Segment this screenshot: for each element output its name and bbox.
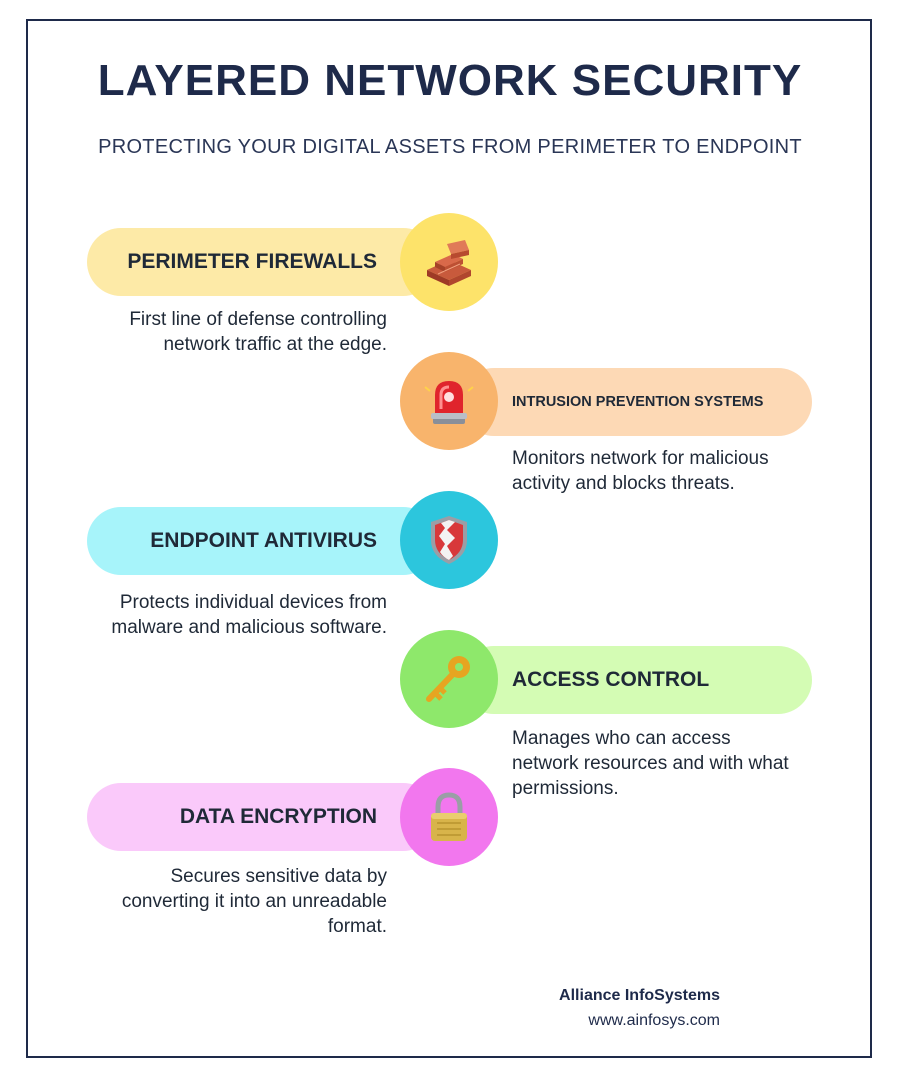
layer-perimeter-firewalls-description: First line of defense controlling network traffic at the edge. <box>129 309 387 355</box>
layer-label: DATA ENCRYPTION <box>179 805 377 828</box>
layer-label: INTRUSION PREVENTION SYSTEMS <box>512 394 764 410</box>
key-icon <box>421 651 477 707</box>
layer-label: ACCESS CONTROL <box>512 668 710 691</box>
layer-label: PERIMETER FIREWALLS <box>127 250 377 273</box>
layer-data-encryption-description: Secures sensitive data by converting it into an unreadable format. <box>121 866 387 937</box>
company-url[interactable]: www.ainfosys.com <box>588 1012 720 1029</box>
company-name: Alliance InfoSystems <box>559 987 720 1004</box>
layer-label: ENDPOINT ANTIVIRUS <box>150 529 377 552</box>
layer-intrusion-prevention-pill <box>460 368 812 436</box>
bricks-icon <box>421 234 477 290</box>
layer-access-control-pill <box>460 646 812 714</box>
layer-endpoint-antivirus-description: Protects individual devices from malware and malicious software. <box>111 592 387 638</box>
layer-endpoint-antivirus-pill <box>87 507 437 575</box>
layer-data-encryption-pill <box>87 783 437 851</box>
page-subtitle: PROTECTING YOUR DIGITAL ASSETS FROM PERIMETER TO ENDPOINT <box>98 136 802 158</box>
layer-access-control-description: Manages who can access network resources and with what permissions. <box>512 728 789 799</box>
padlock-icon <box>421 789 477 845</box>
layer-endpoint-antivirus-badge <box>400 491 498 589</box>
layer-intrusion-prevention-description: Monitors network for malicious activity and blocks threats. <box>512 448 769 494</box>
siren-icon <box>421 373 477 429</box>
page-title: LAYERED NETWORK SECURITY <box>97 56 803 105</box>
shield-icon <box>421 512 477 568</box>
layer-intrusion-prevention-badge <box>400 352 498 450</box>
layer-access-control-badge <box>400 630 498 728</box>
layer-data-encryption-badge <box>400 768 498 866</box>
layer-perimeter-firewalls-badge <box>400 213 498 311</box>
layer-perimeter-firewalls-pill <box>87 228 437 296</box>
